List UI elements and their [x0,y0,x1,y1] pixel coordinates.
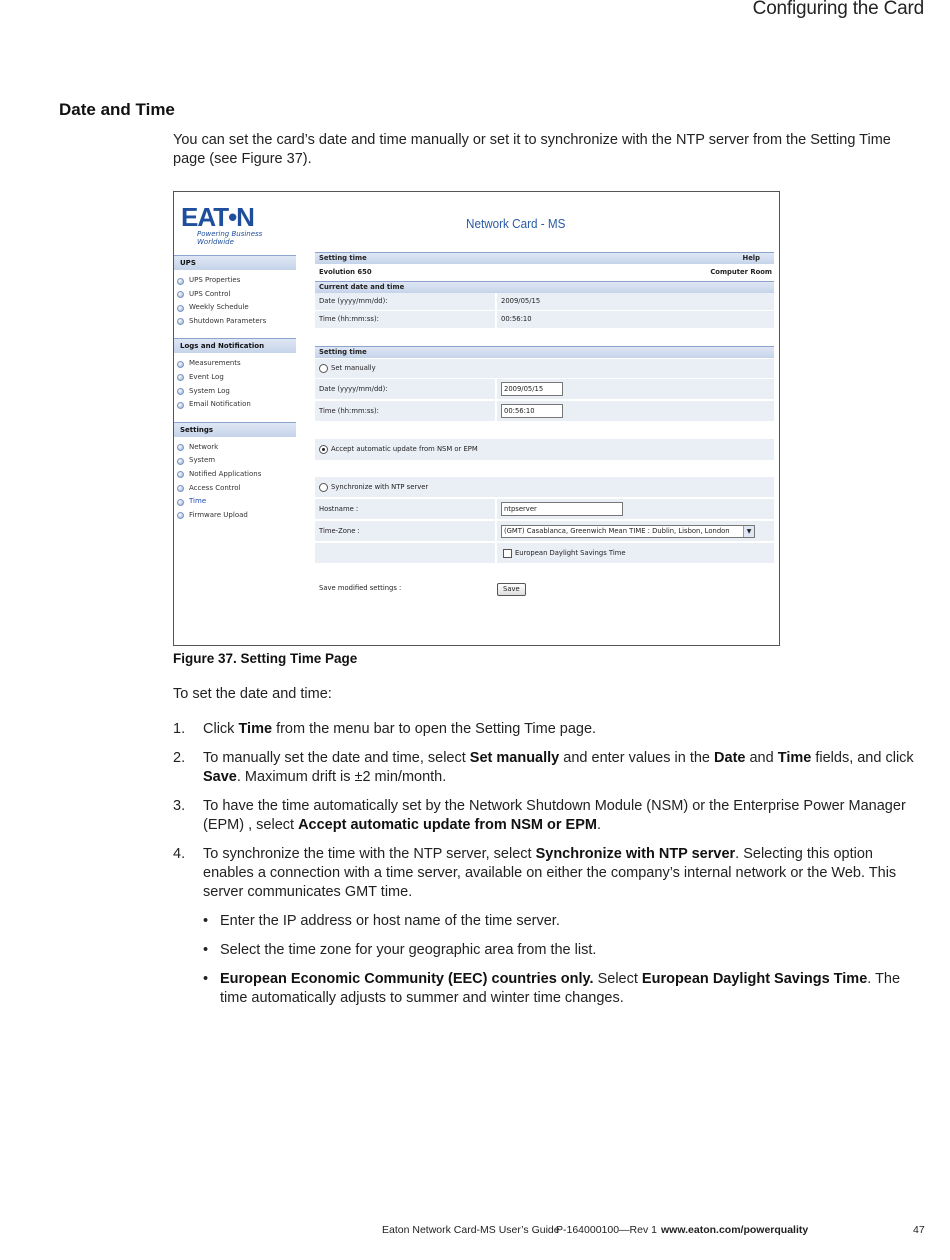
hostname-row: Hostname : ntpserver [315,499,774,519]
sidebar-item-network[interactable]: Network [174,441,296,455]
sidebar-item-measurements[interactable]: Measurements [174,357,296,371]
sidebar-item-system-log[interactable]: System Log [174,385,296,399]
set-manually-row: Set manually [315,359,774,378]
footer-part-number: P-164000100—Rev 1 [556,1224,657,1236]
sidebar-item-system[interactable]: System [174,454,296,468]
setting-time-header: Setting time Help [315,252,774,264]
sidebar-item-access-control[interactable]: Access Control [174,482,296,496]
device-info-row [315,264,774,281]
setting-time-screenshot [173,191,780,646]
page-number: 47 [913,1224,925,1236]
time-input-row: Time (hh:mm:ss): 00:56:10 [315,401,774,421]
list-item: • European Economic Community (EEC) countries only. Select European Daylight Savings Time. The time automatically adjusts to summer and winter time changes. [203,971,901,1006]
list-item: 2. To manually set the date and time, select Set manually and enter values in the Date and Time fields, and click Save. Maximum drift is ±2 min/month. [173,750,914,785]
ntp-sync-radio[interactable] [319,483,328,492]
sidebar-item-ups-properties[interactable]: UPS Properties [174,274,296,288]
help-link[interactable]: Help [742,254,760,262]
bullet-icon [177,485,184,492]
set-manually-radio[interactable] [319,364,328,373]
sidebar [174,255,296,522]
bullet-icon [177,499,184,506]
save-row: Save modified settings : Save [315,580,774,597]
sidebar-item-time[interactable]: Time [174,495,296,509]
date-input-row: Date (yyyy/mm/dd): 2009/05/15 [315,379,774,399]
setting-time-panel [315,252,774,597]
bullet-icon [177,374,184,381]
dst-checkbox[interactable] [503,549,512,558]
sidebar-item-notified-applications[interactable]: Notified Applications [174,468,296,482]
figure-caption: Figure 37. Setting Time Page [173,651,358,666]
timezone-select[interactable]: (GMT) Casablanca, Greenwich Mean TIME : Dublin, Lisbon, London ▼ [501,525,755,538]
app-title: Network Card - MS [466,216,566,231]
sidebar-item-event-log[interactable]: Event Log [174,371,296,385]
dst-row: European Daylight Savings Time [315,543,774,563]
bullet-icon [177,361,184,368]
bullet-icon [177,291,184,298]
bullet-icon [177,402,184,409]
bullet-icon [177,388,184,395]
bullet-icon [177,512,184,519]
section-title: Date and Time [59,100,175,119]
sidebar-item-ups-control[interactable]: UPS Control [174,288,296,302]
list-item: 3. To have the time automatically set by the Network Shutdown Module (NSM) or the Enterprise Power Manager (EPM) , select Accept automatic update from NSM or EPM. [173,798,906,833]
bullet-icon [177,458,184,465]
list-item: 1. Click Time from the menu bar to open the Setting Time page. [173,721,597,737]
device-location: Computer Room [710,268,772,276]
sidebar-item-firmware-upload[interactable]: Firmware Upload [174,509,296,523]
time-input[interactable]: 00:56:10 [501,404,563,418]
bullet-icon [177,444,184,451]
current-time-row: Time (hh:mm:ss): 00:56:10 [315,311,774,328]
eaton-logo: EAT•N Powering Business Worldwide [181,202,263,246]
list-item: 4. To synchronize the time with the NTP server, select Synchronize with NTP server. Selecting this option enables a connection with a time server, available on either the company’s internal network or the Web. This server communicates GMT time. • Enter the IP address or host name of the time server. • Select the time zone for your geographic area from the list. • European Economic Community (EEC) countries only. Select European Daylight Savings Time. The time automatically adjusts to summer and winter time changes. [173,845,918,1008]
current-time-value: 00:56:10 [497,311,774,328]
bullet-icon [177,278,184,285]
sidebar-heading-settings: Settings [174,422,296,437]
current-date-row: Date (yyyy/mm/dd): 2009/05/15 [315,293,774,310]
auto-update-row: Accept automatic update from NSM or EPM [315,439,774,460]
chevron-down-icon: ▼ [743,526,754,537]
current-date-value: 2009/05/15 [497,293,774,310]
save-button[interactable]: Save [497,583,526,596]
ups-model: Evolution 650 [319,268,372,276]
list-item: • Enter the IP address or host name of the time server. [203,913,560,929]
running-head: Configuring the Card [752,0,924,19]
sidebar-item-shutdown-parameters[interactable]: Shutdown Parameters [174,315,296,329]
bullet-icon [177,318,184,325]
bullet-icon [177,471,184,478]
current-date-time-header: Current date and time [315,281,774,293]
list-item: • Select the time zone for your geographic area from the list. [203,942,597,958]
sub-bullets [203,912,918,1008]
sidebar-heading-logs: Logs and Notification [174,338,296,353]
footer-url[interactable]: www.eaton.com/powerquality [661,1224,809,1236]
sidebar-item-email-notification[interactable]: Email Notification [174,398,296,412]
date-input[interactable]: 2009/05/15 [501,382,563,396]
sidebar-item-weekly-schedule[interactable]: Weekly Schedule [174,301,296,315]
ntp-sync-row: Synchronize with NTP server [315,477,774,497]
sidebar-heading-ups: UPS [174,255,296,270]
intro-paragraph: You can set the card’s date and time manually or set it to synchronize with the NTP server from the Setting Time page (see Figure 37). [173,132,891,167]
setting-time-section-header: Setting time [315,346,774,358]
footer-guide-title: Eaton Network Card-MS User’s Guide [382,1224,560,1236]
auto-update-radio[interactable] [319,445,328,454]
bullet-icon [177,305,184,312]
timezone-row: Time-Zone : (GMT) Casablanca, Greenwich Mean TIME : Dublin, Lisbon, London ▼ [315,521,774,541]
hostname-input[interactable]: ntpserver [501,502,623,516]
lead-text: To set the date and time: [173,686,332,702]
steps-list [173,720,918,1018]
